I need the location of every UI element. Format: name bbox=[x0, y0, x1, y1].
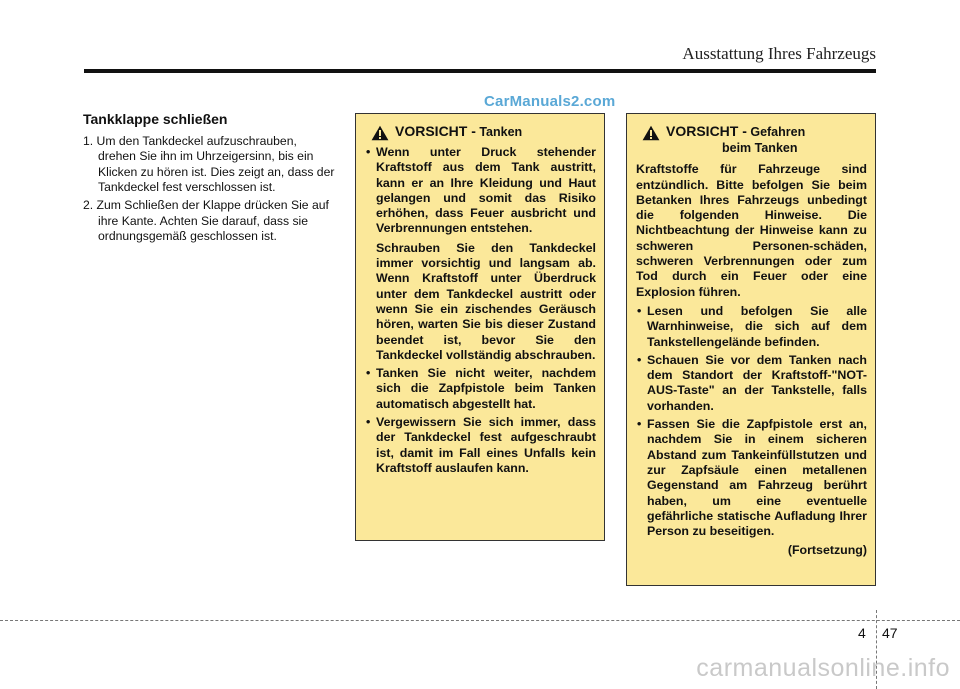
footer-dashed-rule bbox=[0, 620, 960, 621]
caution-box-gefahren bbox=[626, 113, 876, 586]
caution-title bbox=[636, 124, 867, 141]
bullet-item: • Lesen und befolgen Sie alle Warnhinweise, die sich auf dem Tankstellengelände befinden. bbox=[636, 304, 867, 350]
header-title: Ausstattung Ihres Fahrzeugs bbox=[682, 44, 876, 63]
chapter-number: 4 bbox=[858, 625, 866, 641]
bullet-item bbox=[365, 145, 596, 363]
bullet-item: • Tanken Sie nicht weiter, nachdem sich die Zapfpistole beim Tanken automatisch abgestellt hat. bbox=[365, 366, 596, 412]
bullet-item: • Vergewissern Sie sich immer, dass der Tankdeckel fest aufgeschraubt ist, damit im Fall eines Unfalls kein Kraftstoff auslaufen kann. bbox=[365, 415, 596, 476]
watermark-top[interactable]: CarManuals2.com bbox=[484, 93, 616, 110]
caution-title-sub: Gefahren bbox=[750, 125, 806, 139]
steps-list bbox=[83, 134, 335, 245]
caution-box-tanken bbox=[355, 113, 605, 541]
caution-title-main: VORSICHT - bbox=[666, 123, 747, 139]
step-item: 1. Um den Tankdeckel aufzuschrauben, drehen Sie ihn im Uhrzeigersinn, bis ein Klicken zu hören ist. Dies zeigt an, dass der Tankdeckel fest verschlossen ist. bbox=[83, 133, 335, 195]
caution-title-main: VORSICHT - bbox=[395, 123, 476, 139]
bullet-subparagraph: Schrauben Sie den Tankdeckel immer vorsichtig und langsam ab. Wenn Kraftstoff unter Überdruck unter dem Tankdeckel austritt oder wenn Sie ein zischendes Geräusch hören, warten Sie bis dieser Zustand beendet ist, bevor Sie den Tankdeckel vollständig abschrauben. bbox=[376, 240, 596, 362]
page-number: 47 bbox=[882, 625, 898, 641]
warning-triangle-icon bbox=[642, 125, 660, 141]
caution-title bbox=[365, 124, 596, 141]
caution-intro: Kraftstoffe für Fahrzeuge sind entzündlich. Bitte befolgen Sie beim Betanken Ihres Fahrzeugs unbedingt die folgenden Hinweise. Die Nichtbeachtung der Hinweise kann zu schweren Personen-schäden, schweren Verbrennungen oder zum Tod durch ein Feuer oder eine Explosion führen. bbox=[636, 162, 867, 299]
watermark-bottom[interactable]: carmanualsonline.info bbox=[696, 654, 950, 682]
bullet-item: • Fassen Sie die Zapfpistole erst an, nachdem Sie in einem sicheren Abstand zum Tankeinfüllstutzen und zur Zapfsäule einen metallenen Gegenstand am Fahrzeug berührt haben, um eine eventuelle gefährliche statische Aufladung Ihrer Person zu beseitigen. bbox=[636, 417, 867, 539]
bullet-text: Wenn unter Druck stehender Kraftstoff aus dem Tank austritt, kann er an Ihre Kleidung und Haut gelangen und somit das Risiko erhöhen, dass Feuer ausbricht und Verbrennungen entstehen. bbox=[376, 145, 596, 236]
section-heading: Tankklappe schließen bbox=[83, 111, 228, 127]
caution-bullets bbox=[365, 145, 596, 476]
step-item: 2. Zum Schließen der Klappe drücken Sie auf ihre Kante. Achten Sie darauf, dass sie ordnungsgemäß geschlossen ist. bbox=[83, 197, 329, 244]
header-rule bbox=[84, 69, 876, 73]
left-column bbox=[83, 112, 335, 247]
warning-triangle-icon bbox=[371, 125, 389, 141]
caution-bullets bbox=[636, 304, 867, 539]
caution-title-sub: Tanken bbox=[479, 125, 523, 139]
caution-title-line2: beim Tanken bbox=[722, 141, 798, 155]
bullet-item: • Schauen Sie vor dem Tanken nach dem Standort der Kraftstoff-"NOT-AUS-Taste" an der Tankstelle, falls vorhanden. bbox=[636, 353, 867, 414]
continued-note: (Fortsetzung) bbox=[787, 543, 867, 558]
